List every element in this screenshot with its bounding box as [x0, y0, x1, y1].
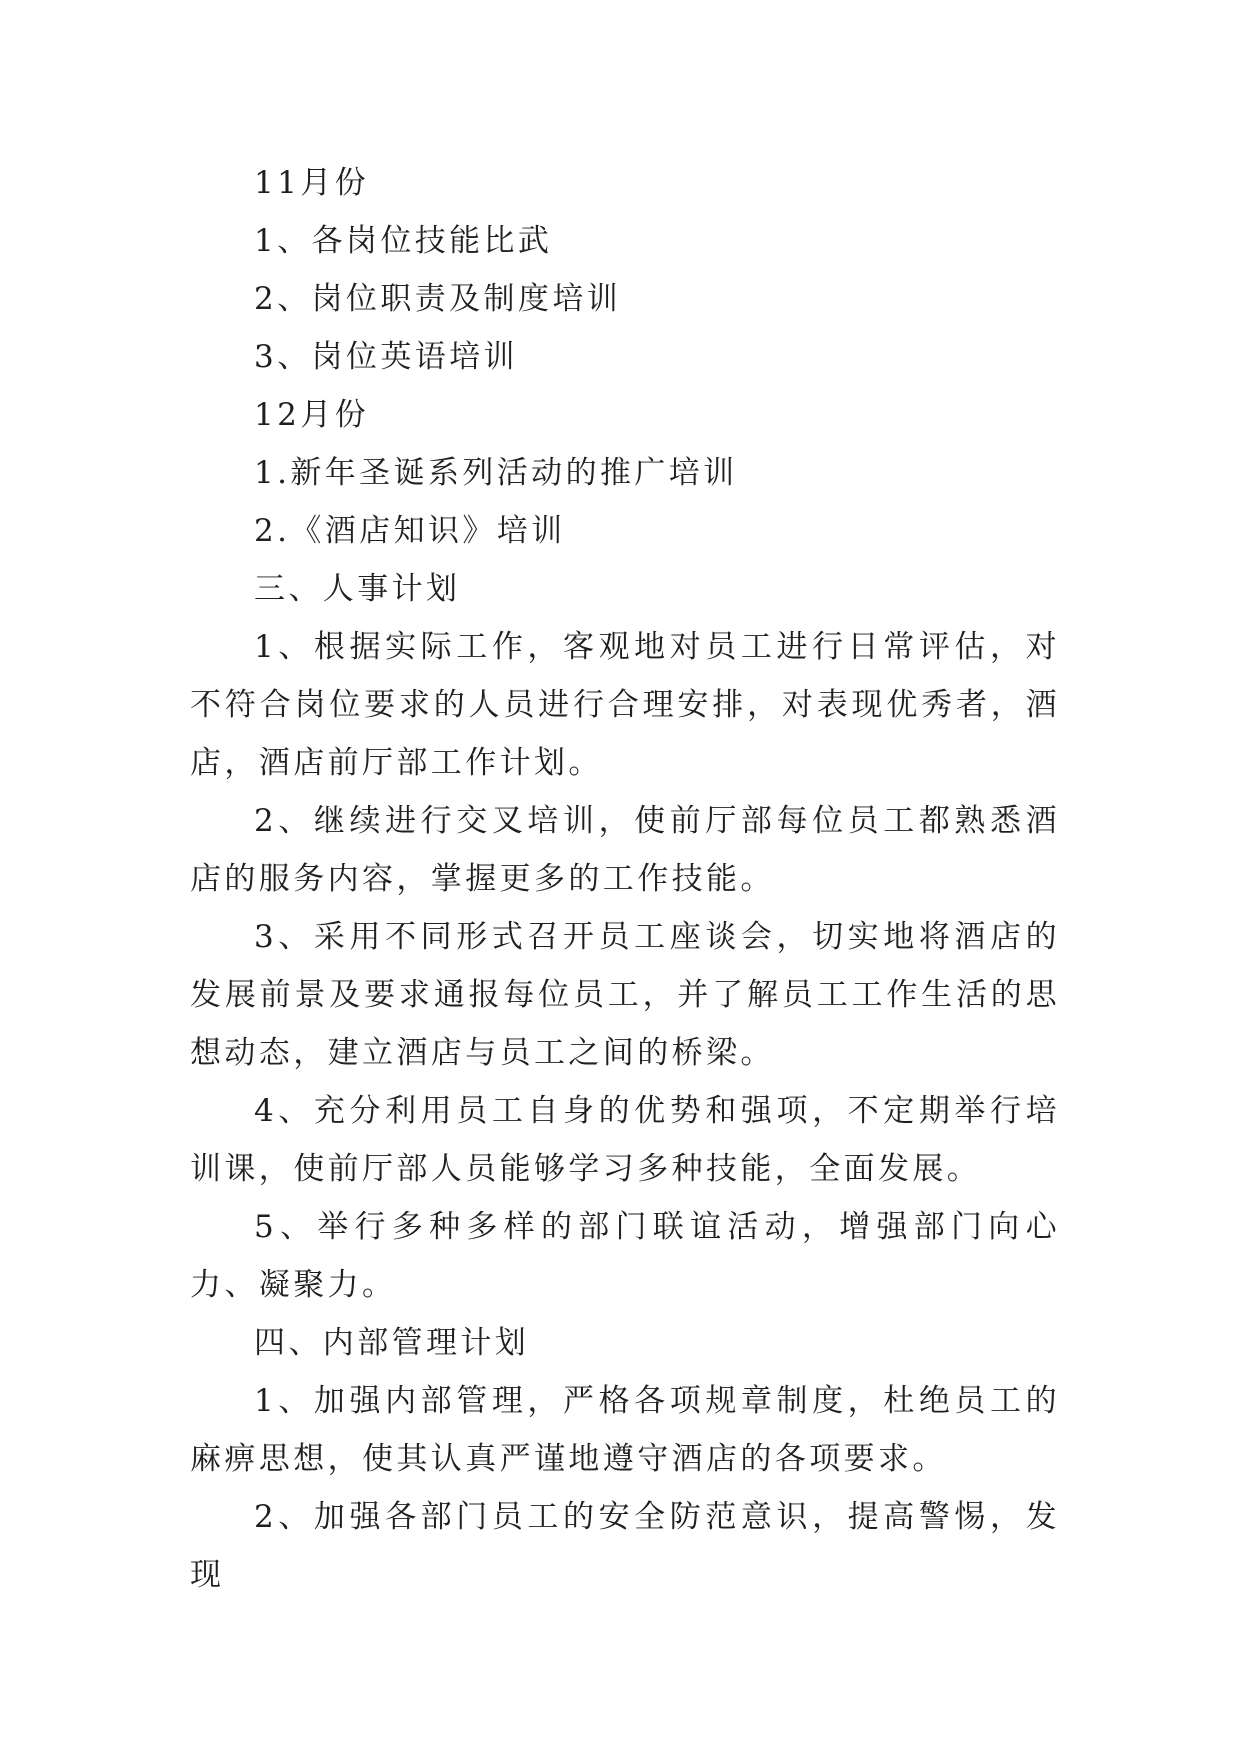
- list-item: 2、岗位职责及制度培训: [254, 281, 622, 317]
- section-heading-internal-management-plan: 四、内部管理计划: [254, 1325, 530, 1361]
- list-item: 2.《酒店知识》培训: [254, 513, 566, 549]
- list-item: 1.新年圣诞系列活动的推广培训: [254, 455, 738, 491]
- body-paragraph: 3、采用不同形式召开员工座谈会，切实地将酒店的发展前景及要求通报每位员工，并了解员工工作生活的思想动态，建立酒店与员工之间的桥梁。: [190, 919, 1060, 1071]
- body-paragraph: 2、加强各部门员工的安全防范意识，提高警惕，发现: [190, 1499, 1060, 1593]
- document-body: [190, 154, 1060, 1604]
- body-paragraph: 4、充分利用员工自身的优势和强项，不定期举行培训课，使前厅部人员能够学习多种技能，全面发展。: [190, 1093, 1060, 1187]
- body-paragraph: 5、举行多种多样的部门联谊活动，增强部门向心力、凝聚力。: [190, 1209, 1060, 1303]
- body-paragraph: 1、根据实际工作，客观地对员工进行日常评估，对不符合岗位要求的人员进行合理安排，对表现优秀者，酒店，酒店前厅部工作计划。: [190, 629, 1060, 781]
- list-item: 3、岗位英语培训: [254, 339, 518, 375]
- list-item: 1、各岗位技能比武: [254, 223, 553, 259]
- month-heading-november: 11月份: [254, 165, 370, 201]
- body-paragraph: 2、继续进行交叉培训，使前厅部每位员工都熟悉酒店的服务内容，掌握更多的工作技能。: [190, 803, 1060, 897]
- body-paragraph: 1、加强内部管理，严格各项规章制度，杜绝员工的麻痹思想，使其认真严谨地遵守酒店的各项要求。: [190, 1383, 1060, 1477]
- section-heading-personnel-plan: 三、人事计划: [254, 571, 461, 607]
- month-heading-december: 12月份: [254, 397, 370, 433]
